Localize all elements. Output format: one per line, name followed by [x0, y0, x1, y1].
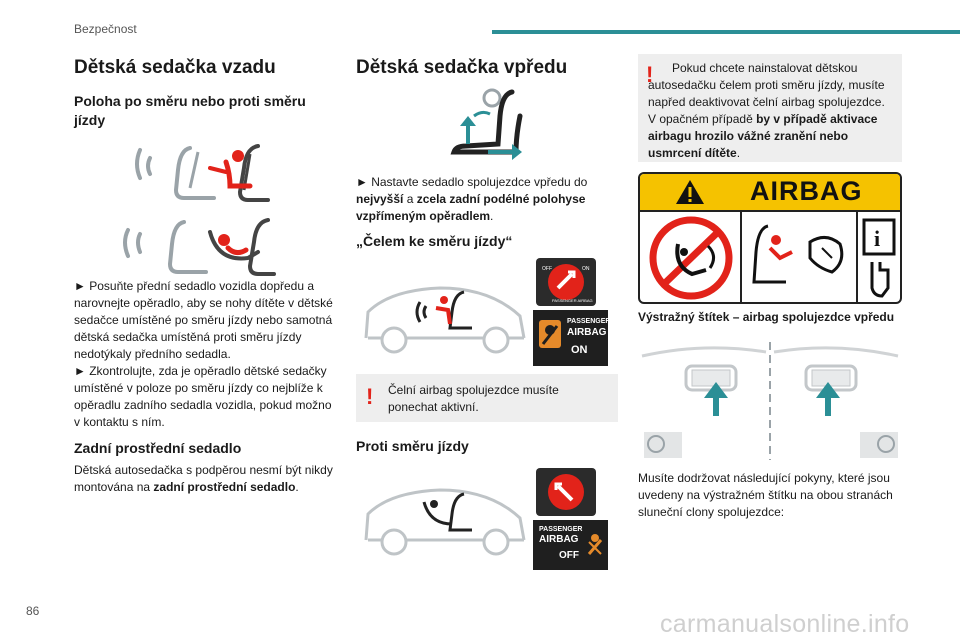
svg-text:i: i: [874, 226, 881, 251]
warning-box-airbag-active: ! Čelní airbag spolujezdce musíte ponechat aktivní.: [356, 374, 618, 422]
seat-forward-illustration: [118, 140, 278, 210]
switch-on-mark: ON: [582, 266, 590, 272]
seat-adjust-illustration: [446, 86, 526, 162]
read-manual-icon: [862, 218, 896, 300]
direction-subtitle: Poloha po směru nebo proti směru jízdy: [74, 93, 306, 128]
rear-center-seat-note: Dětská autosedačka s podpěrou nesmí být nikdy montována na zadní prostřední sedadlo.: [74, 463, 333, 494]
rear-facing-title: Proti směru jízdy: [356, 438, 469, 454]
airbag-switch-off: [536, 468, 596, 516]
passenger-airbag-on-panel: PASSENGER AIRBAG ON: [533, 310, 608, 366]
seat-rearward-illustration: [118, 212, 278, 282]
passenger-airbag-off-panel: PASSENGER AIRBAG OFF: [533, 520, 608, 570]
warning-box-deactivate-airbag: ! Pokud chcete nainstalovat dětskou autosedačku čelem proti směru jízdy, musíte napřed deaktivovat čelní airbag spolujezdce. V opačném případě by v případě aktivace airbagu hrozilo vážné zranění nebo usmrcení dítěte.: [638, 54, 902, 162]
warning-icon: !: [646, 62, 654, 87]
column-rear-child-seat: [74, 56, 336, 130]
warning-icon: !: [366, 384, 374, 409]
rear-step-check-backrest: ► Zkontrolujte, zda je opěradlo dětské sedačky umístěné v poloze po směru jízdy co nejblíže k opěradlu zadního sedadla vozidla, pokud možno v kontaktu s ním.: [74, 364, 332, 429]
car-rearward-seat-illustration: [360, 484, 530, 558]
header-accent-bar: [492, 30, 960, 34]
label-caption: Výstražný štítek – airbag spolujezdce vpředu: [638, 310, 895, 324]
airbag-on-icon: [539, 320, 561, 348]
sun-visor-labels-illustration: [638, 338, 902, 460]
warning-triangle-icon: [674, 178, 706, 206]
forward-facing-title: „Čelem ke směru jízdy“: [356, 233, 513, 249]
switch-caption: PASSENGER AIRBAG: [552, 298, 593, 303]
front-seat-adjust-instruction: ► Nastavte sedadlo spolujezdce vpředu do nejvyšší a zcela zadní podélné polohyse vzpřímeným opěradlem.: [356, 175, 588, 223]
section-header: Bezpečnost: [74, 22, 137, 36]
no-rearward-seat-icon: [648, 216, 734, 300]
airbag-switch-on: [536, 258, 596, 306]
rear-center-seat-subtitle: Zadní prostřední sedadlo: [74, 440, 242, 456]
airbag-off-icon: [587, 532, 603, 558]
watermark: carmanualsonline.info: [660, 610, 910, 638]
switch-off-mark: OFF: [542, 266, 552, 272]
page-number: 86: [26, 604, 40, 618]
seat-and-airbag-icon: [746, 218, 852, 300]
rear-seat-title: Dětská sedačka vzadu: [74, 57, 276, 78]
visor-instructions: Musíte dodržovat následující pokyny, které jsou uvedeny na výstražném štítku na obou stranách sluneční clony spolujezdce:: [638, 471, 893, 519]
rear-step-move-seat: ► Posuňte přední sedadlo vozidla dopředu a narovnejte opěradlo, aby se nohy dítěte v dětské sedačce umístěné po směru jízdy nebo samotná dětská sedačka umístěná proti směru jízdy nedotýkaly předního sedadla.: [74, 279, 333, 361]
front-seat-title: Dětská sedačka vpředu: [356, 57, 568, 78]
car-forward-seat-illustration: [360, 282, 530, 356]
airbag-warning-label: [638, 172, 902, 304]
airbag-label-text: AIRBAG: [750, 176, 863, 206]
